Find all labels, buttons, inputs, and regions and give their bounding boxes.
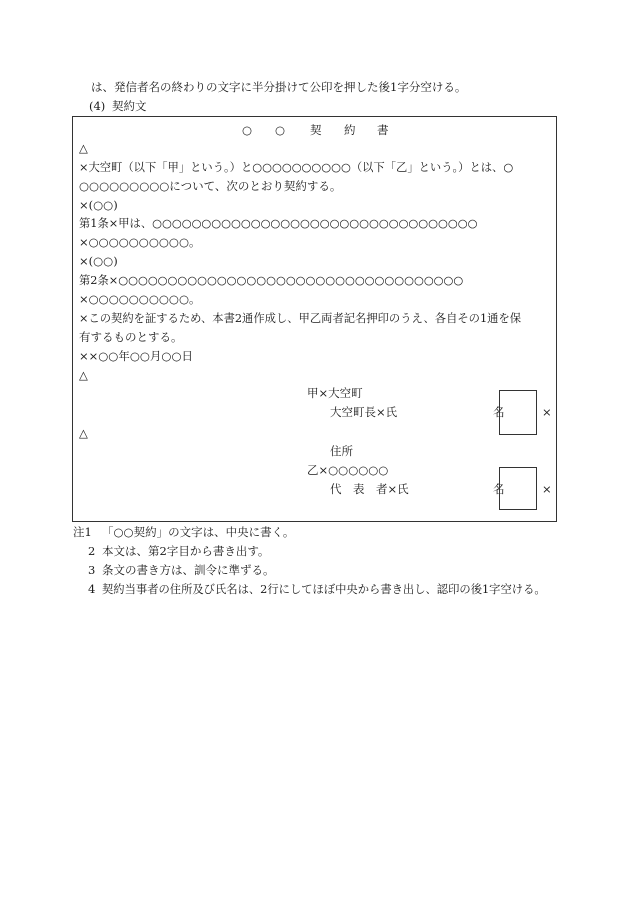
- party-b-name: 代 表 者×氏: [330, 482, 409, 496]
- section-title: 契約文: [112, 99, 147, 113]
- contract-line: ×(○○): [79, 254, 118, 268]
- contract-line: ○○○○○○○○○について、次のとおり契約する。: [79, 179, 342, 193]
- party-a-seal-box: [499, 390, 537, 435]
- party-a-label: 甲×大空町: [307, 386, 363, 400]
- note-number: 2: [88, 544, 96, 558]
- party-b-address: 住所: [330, 444, 353, 458]
- contract-line: ××○○年○○月○○日: [79, 349, 193, 363]
- party-a-name: 大空町長×氏: [330, 405, 398, 419]
- contract-line: ×この契約を証するため、本書2通作成し、甲乙両者記名押印のうえ、各自その1通を保: [79, 312, 522, 325]
- contract-title-char: 契: [310, 123, 322, 137]
- note-number: 注1: [73, 525, 92, 539]
- party-a-mei: 名: [493, 405, 505, 419]
- contract-line: △: [79, 426, 88, 440]
- note-text: 「○○契約」の文字は、中央に書く。: [102, 525, 295, 539]
- contract-title-char: 書: [377, 123, 389, 137]
- contract-title-char: ○: [242, 123, 253, 137]
- party-b-mark: ×: [542, 482, 552, 496]
- note-text: 条文の書き方は、訓令に準ずる。: [102, 563, 275, 577]
- note-text: 本文は、第2字目から書き出す。: [102, 544, 270, 558]
- contract-line: ×○○○○○○○○○○。: [79, 235, 201, 249]
- party-b-label: 乙×○○○○○○: [307, 463, 389, 477]
- party-b-mei: 名: [493, 482, 505, 496]
- note-number: 3: [88, 563, 96, 577]
- contract-line: ×○○○○○○○○○○。: [79, 292, 201, 306]
- contract-title-char: 約: [344, 123, 356, 137]
- contract-line: 第2条×○○○○○○○○○○○○○○○○○○○○○○○○○○○○○○○○○○○: [79, 274, 464, 287]
- contract-line: ×大空町（以下「甲」という。）と○○○○○○○○○○（以下「乙」という。）とは、○: [79, 161, 514, 174]
- party-a-mark: ×: [542, 405, 552, 419]
- note-text: 契約当事者の住所及び氏名は、2行にしてほぼ中央から書き出し、認印の後1字空ける。: [102, 583, 546, 596]
- contract-line: △: [79, 141, 88, 155]
- contract-line: 第1条×甲は、○○○○○○○○○○○○○○○○○○○○○○○○○○○○○○○○○: [79, 217, 478, 230]
- contract-line: ×(○○): [79, 198, 118, 212]
- contract-title-char: ○: [275, 123, 286, 137]
- intro-line: は、発信者名の終わりの文字に半分掛けて公印を押した後1字分空ける。: [91, 80, 467, 94]
- contract-line: △: [79, 368, 88, 382]
- section-number: (4): [89, 99, 106, 113]
- party-b-seal-box: [499, 467, 537, 510]
- note-number: 4: [88, 582, 96, 596]
- contract-line: 有するものとする。: [79, 330, 183, 344]
